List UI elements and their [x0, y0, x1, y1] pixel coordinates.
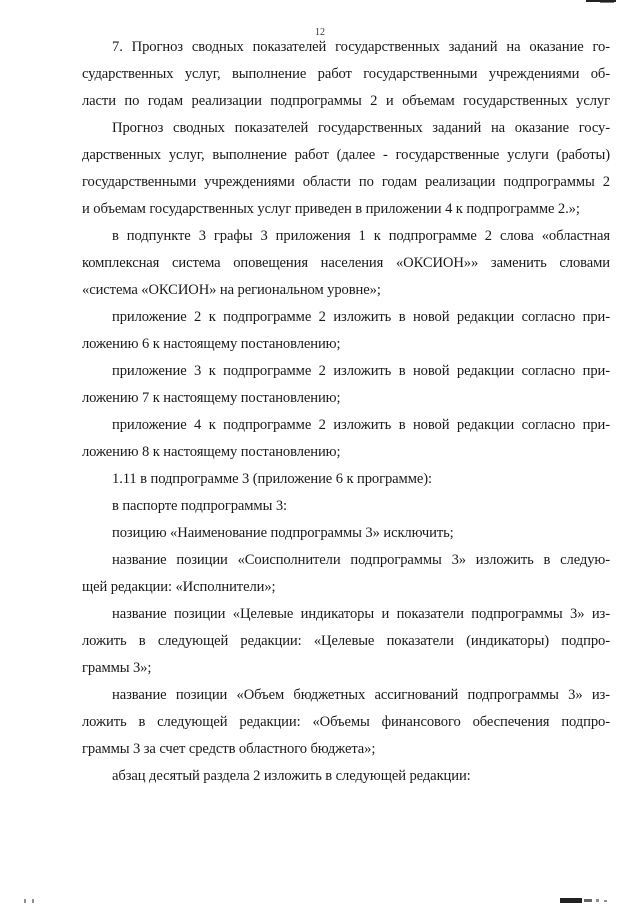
paragraph-line: ложению 8 к настоящему постановлению;	[82, 444, 341, 460]
paragraph-line: приложение 2 к подпрограмме 2 изложить в новой редакции согласно при-	[112, 309, 610, 325]
paragraph-line: ложить в следующей редакции: «Целевые показатели (индикаторы) подпро-	[82, 633, 610, 649]
paragraph-line: «система «ОКСИОН» на региональном уровне»;	[82, 282, 381, 298]
paragraph-line: ложению 6 к настоящему постановлению;	[82, 336, 341, 352]
paragraph-line: приложение 4 к подпрограмме 2 изложить в новой редакции согласно при-	[112, 417, 610, 433]
paragraph-line: граммы 3 за счет средств областного бюджета»;	[82, 741, 376, 757]
paragraph-line: в паспорте подпрограммы 3:	[112, 498, 287, 514]
paragraph-line: граммы 3»;	[82, 660, 152, 676]
section-heading-line: ласти по годам реализации подпрограммы 2 и объемам государственных услуг	[82, 93, 610, 109]
paragraph-line: ложению 7 к настоящему постановлению;	[82, 390, 341, 406]
section-heading-line: сударственных услуг, выполнение работ государственными учреждениями об-	[82, 66, 610, 82]
paragraph-line: название позиции «Целевые индикаторы и показатели подпрограммы 3» из-	[112, 606, 610, 622]
paragraph-line: и объемам государственных услуг приведен в приложении 4 к подпрограмме 2.»;	[82, 201, 580, 217]
paragraph-line: позицию «Наименование подпрограммы 3» исключить;	[112, 525, 454, 541]
paragraph-line: Прогноз сводных показателей государственных заданий на оказание госу-	[112, 120, 610, 136]
paragraph-line: приложение 3 к подпрограмме 2 изложить в новой редакции согласно при-	[112, 363, 610, 379]
page-number: 12	[315, 27, 325, 38]
paragraph-line: ложить в следующей редакции: «Объемы финансового обеспечения подпро-	[82, 714, 610, 730]
paragraph-line: дарственных услуг, выполнение работ (далее - государственные услуги (работы)	[82, 147, 610, 163]
section-heading-line: 7. Прогноз сводных показателей государственных заданий на оказание го-	[112, 39, 610, 55]
paragraph-line: щей редакции: «Исполнители»;	[82, 579, 276, 595]
paragraph-line: государственными учреждениями области по годам реализации подпрограммы 2	[82, 174, 610, 190]
paragraph-line: в подпункте 3 графы 3 приложения 1 к подпрограмме 2 слова «областная	[112, 228, 610, 244]
subsection-heading: 1.11 в подпрограмме 3 (приложение 6 к программе):	[112, 471, 432, 487]
paragraph-line: название позиции «Соисполнители подпрограммы 3» изложить в следую-	[112, 552, 610, 568]
paragraph-line: комплексная система оповещения населения «ОКСИОН»» заменить словами	[82, 255, 610, 271]
paragraph-line: абзац десятый раздела 2 изложить в следующей редакции:	[112, 768, 471, 784]
paragraph-line: название позиции «Объем бюджетных ассигнований подпрограммы 3» из-	[112, 687, 610, 703]
